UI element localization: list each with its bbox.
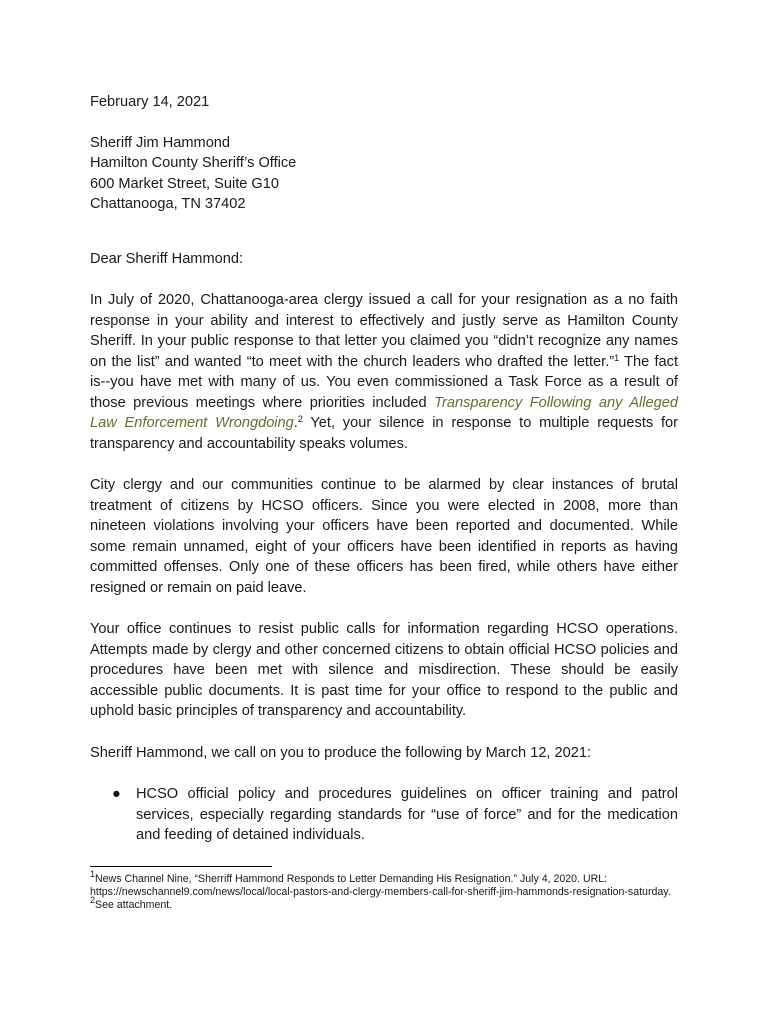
paragraph-1-text-d: Yet, your silence in response to multiple requests for transparency and accountability speaks volumes.	[90, 415, 678, 452]
request-list	[90, 784, 678, 846]
task-force-link[interactable]: Transparency Following any Alleged Law Enforcement Wrongdoing	[90, 394, 678, 431]
footnote-1-text: News Channel Nine, “Sherriff Hammond Responds to Letter Demanding His Resignation.” July 4, 2020. URL: https://newschannel9.com/news/local/local-pastors-and-clergy-members-call-for-sheriff-jim-hammonds-resignation-saturday.	[90, 873, 671, 899]
footnote-divider	[90, 866, 272, 867]
list-item-text: HCSO official policy and procedures guidelines on officer training and patrol services, especially regarding standards for “use of force” and for the medication and feeding of detained individuals.	[136, 786, 678, 843]
list-item	[112, 784, 678, 846]
recipient-name: Sheriff Jim Hammond	[90, 134, 231, 151]
recipient-street: 600 Market Street, Suite G10	[90, 175, 280, 192]
footnote-1-mark: 1	[90, 869, 96, 879]
recipient-address	[90, 133, 678, 215]
footnote-2	[90, 895, 680, 912]
letter-body	[90, 92, 678, 846]
salutation: Dear Sheriff Hammond:	[90, 250, 244, 267]
footnotes	[90, 866, 680, 913]
footnote-2-text: See attachment.	[95, 899, 173, 912]
paragraph-4: Sheriff Hammond, we call on you to produce the following by March 12, 2021:	[90, 744, 592, 761]
paragraph-1-text-a: In July of 2020, Chattanooga-area clergy issued a call for your resignation as a no faith response in your ability and interest to effectively and justly serve as Hamilton County Sheriff. In your public response to that letter you claimed you “didn’t recognize any names on the list” and wanted “to meet with the church leaders who drafted the letter.”	[90, 292, 678, 370]
paragraph-1-text-c: .	[293, 415, 298, 431]
recipient-city: Chattanooga, TN 37402	[90, 196, 246, 212]
paragraph-2: City clergy and our communities continue to be alarmed by clear instances of brutal treatment of citizens by HCSO officers. Since you were elected in 2008, more than nineteen violations involving your officers have been reported and documented. While some remain unnamed, eight of your officers have been identified in reports as having committed offenses. Only one of these officers has been fired, while others have either resigned or remain on paid leave.	[90, 477, 678, 596]
paragraph-3: Your office continues to resist public calls for information regarding HCSO operations. Attempts made by clergy and other concerned citizens to obtain official HCSO policies and procedures have been met with silence and misdirection. These should be easily accessible public documents. It is past time for your office to respond to the public and uphold basic principles of transparency and accountability.	[90, 621, 678, 719]
paragraph-1	[90, 290, 678, 454]
recipient-office: Hamilton County Sheriff’s Office	[90, 155, 297, 171]
footnote-ref-1[interactable]: 1	[614, 352, 620, 363]
letter-date: February 14, 2021	[90, 94, 210, 110]
footnote-ref-2[interactable]: 2	[297, 414, 303, 424]
footnote-1	[90, 869, 680, 899]
paragraph-1-text-b: The fact is--you have met with many of us. You even commissioned a Task Force as a result of those previous meetings where priorities included	[90, 353, 679, 411]
footnote-2-mark: 2	[90, 895, 96, 906]
bullet-icon: ●	[112, 786, 121, 802]
